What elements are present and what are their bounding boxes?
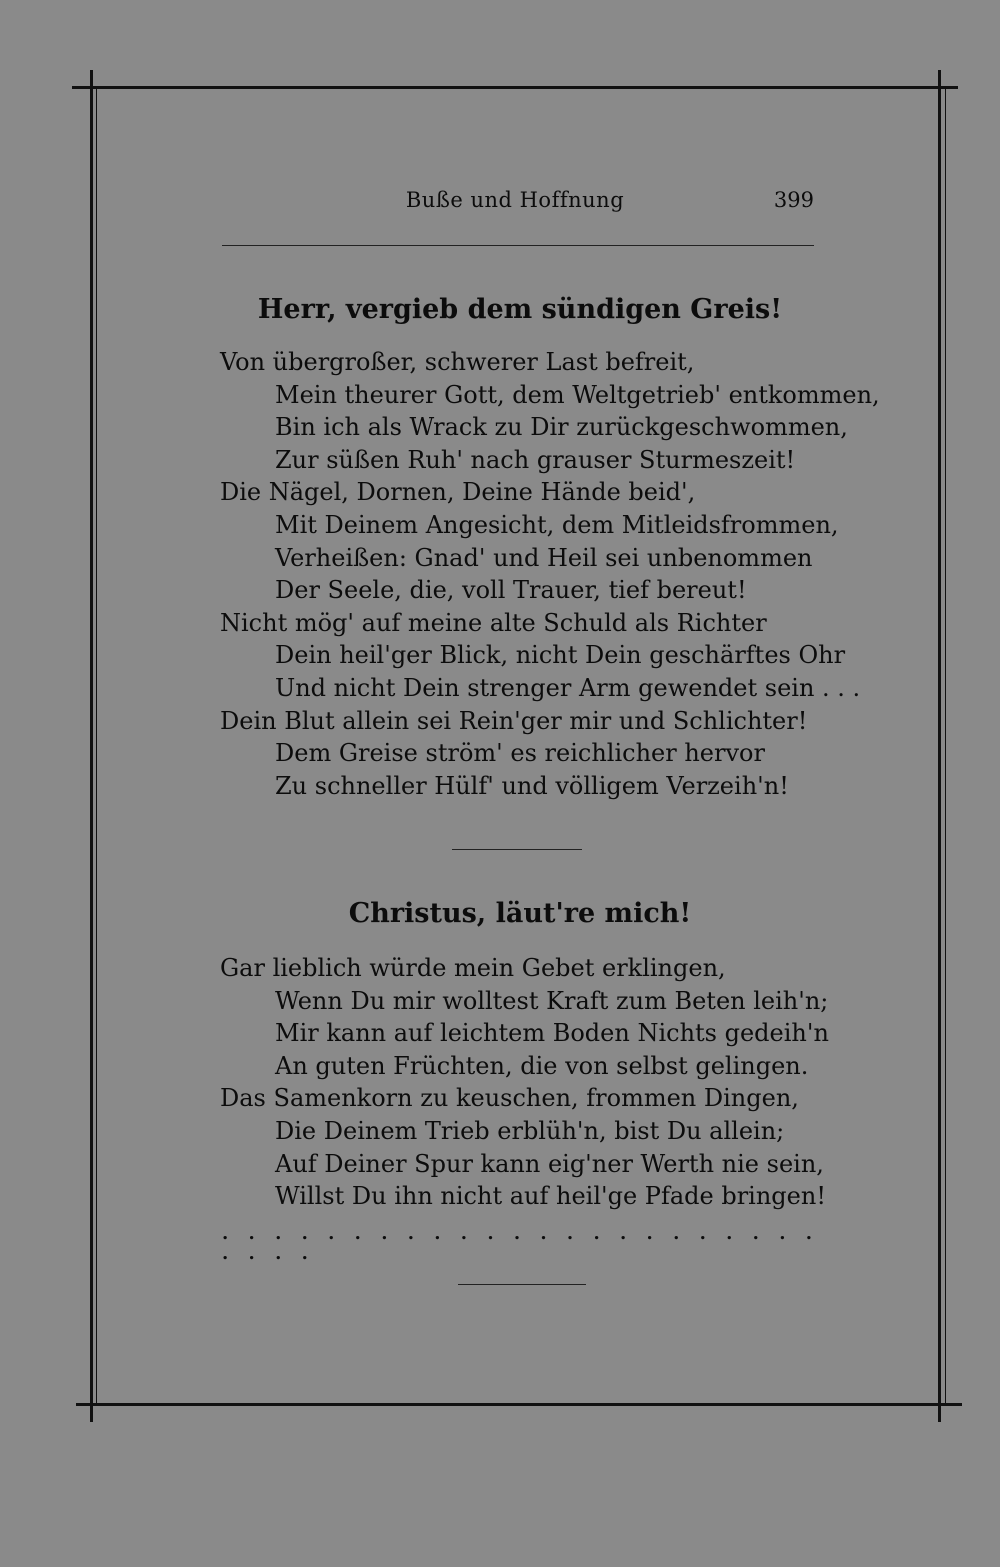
frame-left-inner-line (96, 89, 97, 1403)
frame-right-line (938, 70, 941, 1422)
poem-body (220, 346, 880, 802)
poem-line: An guten Früchten, die von selbst gelingen. (275, 1051, 809, 1080)
poem-line: Wenn Du mir wolltest Kraft zum Beten leih'n; (275, 986, 829, 1015)
poem-line: Die Nägel, Dornen, Deine Hände beid', (220, 478, 696, 507)
poem-line: Und nicht Dein strenger Arm gewendet sein . . . (275, 673, 861, 702)
poem-title: Christus, läut're mich! (348, 898, 692, 929)
frame-right-inner-line (945, 89, 946, 1403)
poem-line: Willst Du ihn nicht auf heil'ge Pfade bringen! (275, 1182, 826, 1211)
end-rule (458, 1284, 586, 1285)
poem-line: Verheißen: Gnad' und Heil sei unbenommen (275, 543, 813, 572)
poem-line: Gar lieblich würde mein Gebet erklingen, (220, 954, 726, 982)
poem-line: Mit Deinem Angesicht, dem Mitleidsfrommen, (275, 510, 839, 539)
poem-line: Das Samenkorn zu keuschen, frommen Dingen, (220, 1084, 799, 1113)
frame-top-line (72, 86, 958, 89)
poem-line: Zu schneller Hülf' und völligem Verzeih'n! (275, 771, 789, 800)
running-title: Buße und Hoffnung (405, 188, 625, 212)
poem-title: Herr, vergieb dem sündigen Greis! (257, 294, 783, 325)
poem-line: Dem Greise ström' es reichlicher hervor (275, 739, 765, 768)
frame-left-line (90, 70, 93, 1422)
poem-line: Mir kann auf leichtem Boden Nichts gedeih'n (275, 1019, 829, 1048)
poem-line: Von übergroßer, schwerer Last befreit, (220, 348, 695, 376)
page-number: 399 (773, 188, 814, 212)
poem-line: Auf Deiner Spur kann eig'ner Werth nie sein, (275, 1149, 824, 1178)
poem-body (220, 952, 840, 1213)
poem-line: Der Seele, die, voll Trauer, tief bereut! (275, 576, 747, 605)
poem-line: Mein theurer Gott, dem Weltgetrieb' entkommen, (275, 380, 880, 409)
ellipsis-row: . . . . . . . . . . . . . . . . . . . . . . . . . . . (222, 1223, 812, 1264)
poem-line: Dein Blut allein sei Rein'ger mir und Schlichter! (220, 706, 808, 735)
poem-line: Zur süßen Ruh' nach grauser Sturmeszeit! (275, 445, 796, 474)
poem-line: Dein heil'ger Blick, nicht Dein geschärftes Ohr (275, 641, 846, 670)
header-rule (222, 245, 814, 246)
poem-line: Die Deinem Trieb erblüh'n, bist Du allein; (275, 1116, 785, 1145)
poem-line: Bin ich als Wrack zu Dir zurückgeschwommen, (275, 413, 848, 442)
section-divider (452, 849, 582, 850)
frame-bottom-line (76, 1403, 962, 1406)
poem-line: Nicht mög' auf meine alte Schuld als Richter (220, 608, 767, 637)
